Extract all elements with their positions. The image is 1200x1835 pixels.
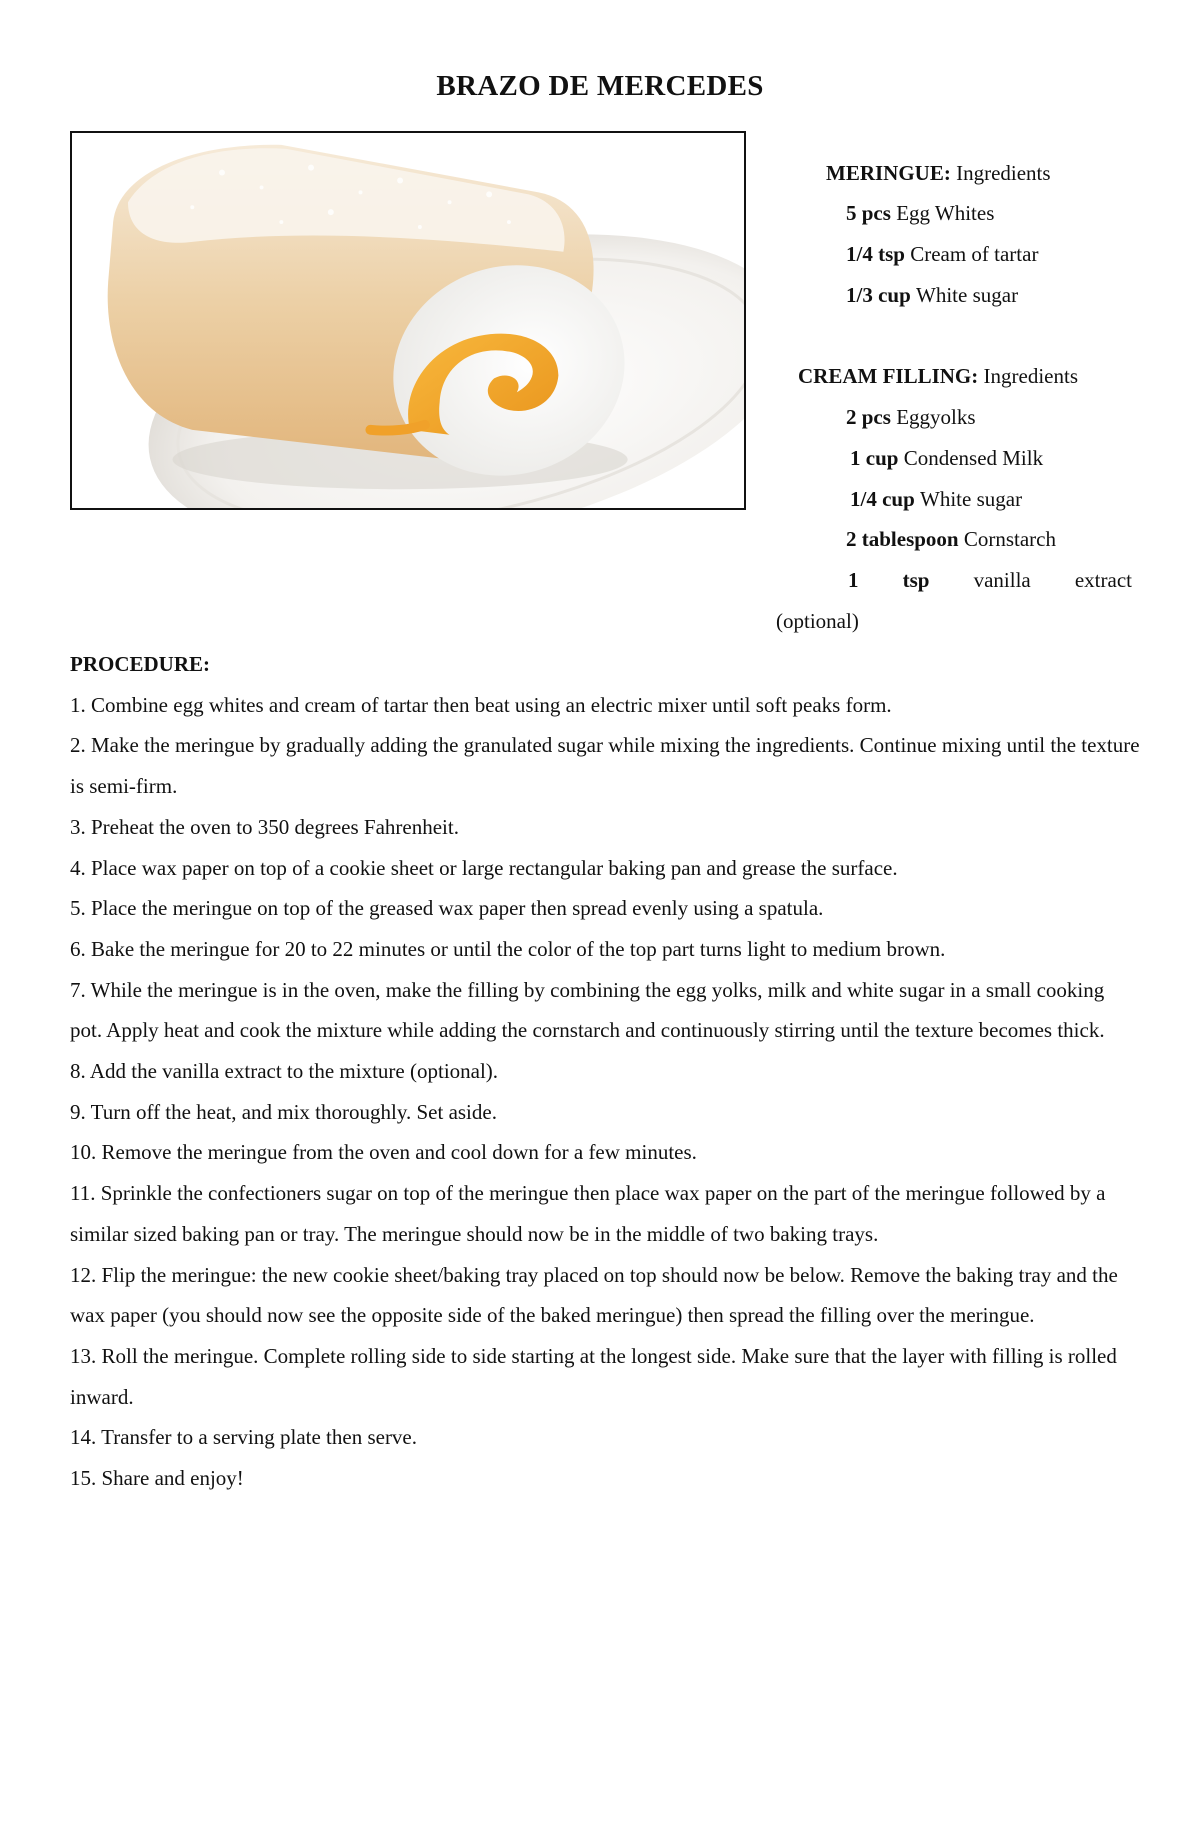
cream-filling-heading-label: CREAM FILLING:: [798, 364, 984, 388]
ingredient-name: Cornstarch: [963, 527, 1057, 551]
ingredient-name: Condensed Milk: [903, 446, 1044, 470]
cream-filling-item: [850, 448, 1043, 469]
ingredient-qty: 1: [848, 568, 859, 592]
ingredient-qty: 2 pcs: [846, 405, 897, 429]
meringue-heading-suffix: Ingredients: [956, 161, 1051, 185]
ingredient-name: vanilla: [973, 568, 1031, 592]
ingredient-name: extract: [1074, 568, 1132, 592]
meringue-item: [846, 285, 1018, 306]
ingredient-qty: 5 pcs: [846, 201, 897, 225]
procedure-step: 5. Place the meringue on top of the greased wax paper then spread evenly using a spatula.: [70, 896, 824, 921]
cream-filling-heading: [798, 366, 1078, 387]
cream-filling-item: [848, 570, 1132, 591]
procedure-step: 4. Place wax paper on top of a cookie sheet or large rectangular baking pan and grease the surface.: [70, 855, 898, 880]
procedure-step: 7. While the meringue is in the oven, make the filling by combining the egg yolks, milk and white sugar in a small cooking pot. Apply heat and cook the mixture while adding the cornstarch and continuously stirring until the texture becomes thick.: [70, 977, 1105, 1043]
cream-filling-heading-suffix: Ingredients: [983, 364, 1078, 388]
procedure-section: [70, 644, 1140, 1499]
procedure-step: 13. Roll the meringue. Complete rolling side to side starting at the longest side. Make sure that the layer with filling is rolled inward.: [70, 1343, 1117, 1409]
procedure-step: 2. Make the meringue by gradually adding the granulated sugar while mixing the ingredients. Continue mixing until the texture is semi-firm.: [70, 733, 1140, 799]
meringue-item: [846, 203, 994, 224]
procedure-step: 15. Share and enjoy!: [70, 1466, 244, 1491]
procedure-step: 14. Transfer to a serving plate then serve.: [70, 1425, 418, 1450]
procedure-heading: PROCEDURE:: [70, 652, 210, 676]
procedure-step: 8. Add the vanilla extract to the mixture (optional).: [70, 1059, 499, 1084]
ingredient-qty: 1/3 cup: [846, 283, 917, 307]
ingredient-qty: 1 cup: [850, 446, 904, 470]
procedure-step: 10. Remove the meringue from the oven and cool down for a few minutes.: [70, 1140, 697, 1165]
meringue-item: [846, 244, 1038, 265]
recipe-photo: [70, 131, 746, 510]
procedure-step: 12. Flip the meringue: the new cookie sheet/baking tray placed on top should now be below. Remove the baking tray and the wax paper (you should now see the opposite side of the baked meringue) then spread the filling over the meringue.: [70, 1262, 1118, 1328]
ingredient-name: Eggyolks: [896, 405, 976, 429]
cream-filling-item: [846, 407, 976, 428]
ingredient-qty: 2 tablespoon: [846, 527, 964, 551]
procedure-step: 11. Sprinkle the confectioners sugar on top of the meringue then place wax paper on the part of the meringue followed by a similar sized baking pan or tray. The meringue should now be in the middle of two baking trays.: [70, 1181, 1106, 1246]
ingredient-name: Cream of tartar: [910, 242, 1039, 266]
meringue-heading-label: MERINGUE:: [826, 161, 957, 185]
page-title: BRAZO DE MERCEDES: [436, 70, 764, 102]
ingredient-qty: 1/4 cup: [850, 487, 921, 511]
ingredient-qty: 1/4 tsp: [846, 242, 911, 266]
cream-filling-item: [846, 529, 1056, 550]
procedure-step: 3. Preheat the oven to 350 degrees Fahrenheit.: [70, 814, 459, 839]
procedure-step: 1. Combine egg whites and cream of tartar then beat using an electric mixer until soft peaks form.: [70, 692, 892, 717]
procedure-step: 9. Turn off the heat, and mix thoroughly. Set aside.: [70, 1099, 497, 1124]
ingredient-name: Egg Whites: [896, 201, 995, 225]
procedure-step: 6. Bake the meringue for 20 to 22 minutes or until the color of the top part turns light to medium brown.: [70, 936, 946, 961]
ingredient-note: (optional): [776, 609, 859, 633]
ingredient-name: White sugar: [916, 283, 1019, 307]
cream-filling-item: [850, 489, 1022, 510]
brazo-de-mercedes-image: [72, 133, 744, 508]
meringue-heading: [826, 163, 1051, 184]
ingredient-unit: tsp: [902, 568, 930, 592]
ingredient-name: White sugar: [920, 487, 1023, 511]
